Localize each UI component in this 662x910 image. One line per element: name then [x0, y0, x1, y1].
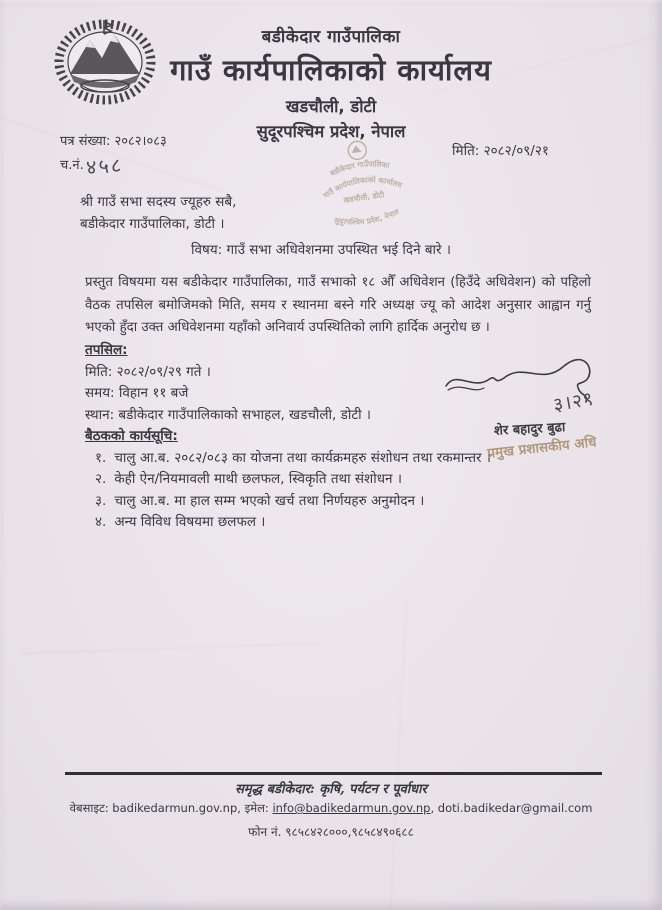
signature-icon: [438, 352, 623, 414]
tapasil-heading: तपसिल:: [85, 342, 128, 358]
subject-line: विषय: गाउँ सभा अधिवेशनमा उपस्थित भई दिने बारे ।: [191, 242, 451, 258]
email-separator: ,: [430, 801, 435, 815]
website-value: badikedarmun.gov.np,: [112, 801, 241, 815]
recipient-block: [80, 191, 236, 235]
header-address: खडचौली, डोटी: [285, 97, 377, 116]
footer-phone: फोन नं. ९८५८४२८०००,९८५८४९०६८८: [248, 825, 414, 839]
signature-handwritten-date: ३।२९: [551, 387, 596, 417]
letter-date-value: २०८२/०९/२१: [483, 143, 549, 159]
agenda-item-number: ३.: [95, 492, 107, 509]
stamp-line-office: गाउँ कार्यपालिकाको कार्यालय: [321, 175, 404, 201]
agenda-list: [85, 448, 491, 534]
tapasil-time: समय: विहान ११ बजे: [85, 385, 189, 401]
stamp-line-province: सुदूरपश्चिम प्रदेश, नेपाल: [333, 206, 401, 227]
agenda-item-number: २.: [95, 471, 107, 487]
footer-contact-line: [0, 801, 662, 816]
agenda-item-text: केही ऐन/नियमावली माथी छलफल, स्विकृति तथा संशोधन ।: [114, 471, 402, 487]
letter-number: [60, 131, 167, 149]
office-round-stamp-icon: [280, 124, 444, 244]
letter-number-value: २०८२।०८३: [114, 134, 167, 149]
footer-slogan: समृद्ध बडीकेदार: कृषि, पर्यटन र पूर्वाधार: [235, 782, 427, 797]
recipient-line2: बडीकेदार गाउँपालिका, डोटी ।: [80, 216, 225, 232]
header-municipality: बडीकेदार गाउँपालिका: [261, 27, 401, 47]
recipient-line1: श्री गाउँ सभा सदस्य ज्यूहरु सबै,: [80, 194, 237, 210]
tapasil-section: [85, 340, 491, 534]
letter-number-label: पत्र संख्या:: [60, 134, 111, 149]
agenda-item: [95, 448, 491, 470]
paper-crease: [390, 600, 407, 910]
header-office-title: गाउँ कार्यपालिकाको कार्यालय: [170, 53, 492, 87]
agenda-heading: बैठकको कार्यसूचि:: [85, 428, 178, 444]
email-secondary: doti.badikedar@gmail.com: [437, 801, 593, 815]
ref-number-label: च.नं.: [60, 158, 84, 173]
header-province: सुदूरपश्चिम प्रदेश, नेपाल: [256, 122, 406, 141]
ref-number-handwritten-value: ४५८: [84, 152, 124, 180]
email-primary: info@badikedarmun.gov.np: [272, 801, 431, 815]
agenda-item: [95, 512, 491, 534]
signatory-title-stamp: प्रमुख प्रशासकीय अधि: [486, 434, 598, 462]
agenda-item-number: ४.: [95, 514, 107, 530]
paper-crease: [20, 643, 320, 654]
agenda-item: [95, 469, 491, 491]
footer-rule: [65, 772, 602, 775]
letter-date-label: मिति:: [452, 143, 480, 159]
stamp-line-address: खडचौली, डोटी: [342, 190, 385, 205]
agenda-item-text: चालु आ.ब. मा हाल सम्म भएको खर्च तथा निर्णयहरु अनुमोदन ।: [114, 492, 425, 509]
stamp-line-municipality: बडीकेदार गाउँपालिका: [328, 159, 390, 178]
tapasil-venue: स्थान: बडीकेदार गाउँपालिकाको सभाहल, खडचौली, डोटी ।: [85, 406, 372, 423]
svg-text:सुदूरपश्चिम प्रदेश, नेपाल: [331, 206, 402, 230]
agenda-item-number: १.: [95, 449, 107, 466]
agenda-item-text: चालु आ.ब. २०८२/०८३ का योजना तथा कार्यक्रमहरु संशोधन तथा रकमान्तर ।: [114, 449, 491, 466]
tapasil-date: मिति: २०८२/०९/२९ गते ।: [85, 363, 211, 380]
agenda-item: [95, 491, 491, 513]
letter-body: प्रस्तुत विषयमा यस बडीकेदार गाउँपालिका, गाउँ सभाको १८ औँ अधिवेशन (हिउँदे अधिवेशन) को पहिलो वैठक तपसिल बमोजिमको मिति, समय र स्थानमा बस्ने गरि अध्यक्ष ज्यू को आदेश अनुसार आह्वान गर्नु भएको हुँदा उक्त अधिवेशनमा यहाँको अनिवार्य उपस्थितिको लागि हार्दिक अनुरोध छ ।: [85, 275, 591, 335]
signatory-name-stamp: शेर बहादुर बुढा: [493, 420, 566, 439]
email-label: इमेल:: [244, 801, 269, 815]
website-label: वेबसाइट:: [69, 801, 109, 815]
letter-date: [452, 141, 549, 159]
agenda-item-text: अन्य विविध विषयमा छलफल ।: [114, 514, 266, 530]
ref-number: [60, 152, 123, 179]
